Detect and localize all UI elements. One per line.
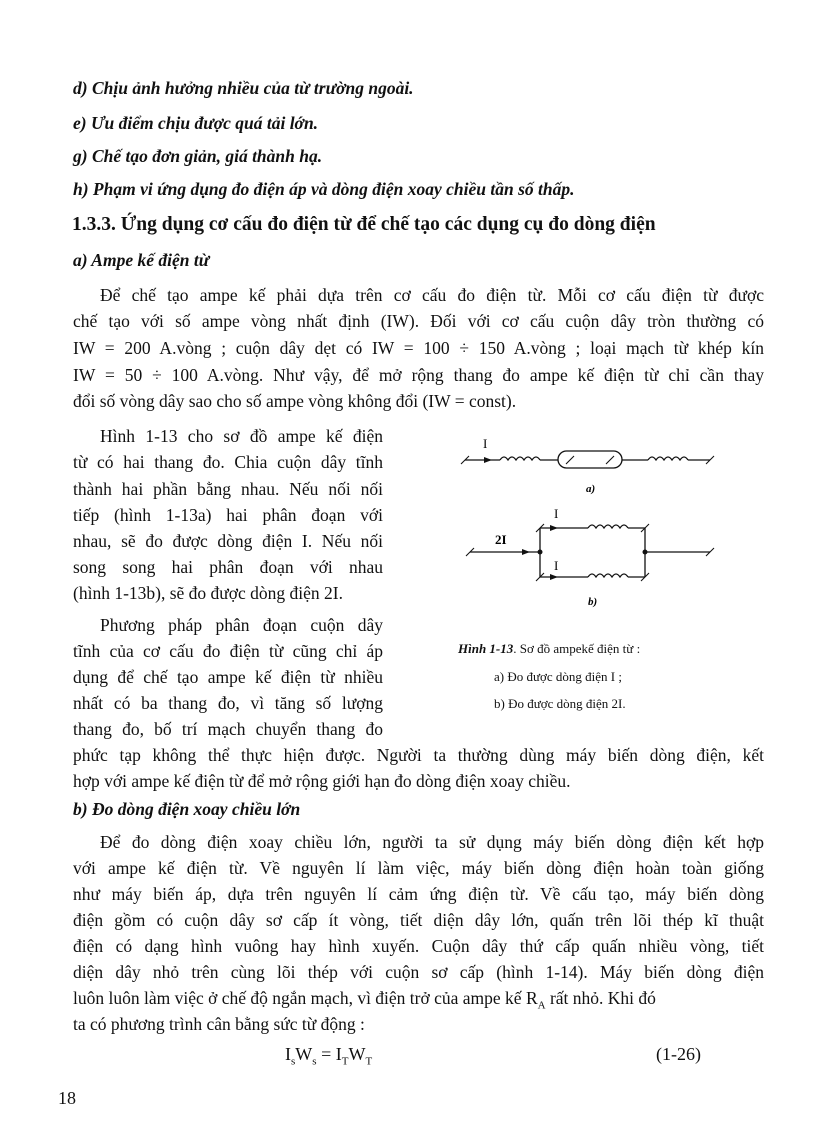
para4-line <box>73 990 656 1012</box>
fig-label-a: a) <box>586 483 596 495</box>
formula-sub-s1: s <box>291 1055 296 1068</box>
para2-line: tiếp (hình 1-13a) hai phân đoạn với <box>73 505 383 525</box>
para2-line: từ có hai thang đo. Chia cuộn dây tĩnh <box>73 452 383 472</box>
fig-label-b: b) <box>588 596 598 608</box>
para4-line7-text: luôn luôn làm việc ở chế độ ngắn mạch, vì điện trở của ampe kế R <box>73 988 538 1008</box>
figure-caption <box>458 641 640 657</box>
figure-caption-title: Hình 1-13 <box>458 641 514 656</box>
figure-caption-text: . Sơ đồ ampekế điện từ : <box>513 641 641 656</box>
fig-label-2I: 2I <box>495 532 507 547</box>
formula-W2: W <box>348 1044 366 1064</box>
page-number: 18 <box>58 1088 76 1108</box>
para1-line: IW = 200 A.vòng ; cuộn dây dẹt có IW = 100 ÷ 150 A.vòng ; loại mạch từ khép kín <box>73 338 764 358</box>
equation-number: (1-26) <box>656 1044 701 1064</box>
para3-line: nhất có ba thang đo, vì tăng số lượng <box>73 693 383 713</box>
section-heading: 1.3.3. Ứng dụng cơ cấu đo điện từ để chế tạo các dụng cụ đo dòng điện <box>72 214 656 235</box>
para1-line: chế tạo với số ampe vòng nhất định (IW). Đối với cơ cấu cuộn dây tròn thường có <box>73 311 764 331</box>
para3-line: dụng để chế tạo ampe kế điện từ nhiều <box>73 667 383 687</box>
para3-line: thang đo, bố trí mạch chuyển thang đo <box>73 719 383 739</box>
para3-line: phức tạp không thể thực hiện được. Người ta thường dùng máy biến dòng điện, kết <box>73 745 764 765</box>
para3-line: tĩnh của cơ cấu đo điện từ cũng chỉ áp <box>73 641 383 661</box>
list-item-h: h) Phạm vi ứng dụng đo điện áp và dòng điện xoay chiều tần số thấp. <box>73 179 575 199</box>
para4-line: với ampe kế điện từ. Về nguyên lí làm việc, máy biến dòng điện hoàn toàn giống <box>73 858 764 878</box>
para2-line: nhau, sẽ đo được dòng điện I. Nếu nối <box>73 531 383 551</box>
subsection-a-heading: a) Ampe kế điện từ <box>73 250 210 270</box>
list-item-d: d) Chịu ảnh hưởng nhiều của từ trường ngoài. <box>73 78 414 98</box>
list-item-g: g) Chế tạo đơn giản, giá thành hạ. <box>73 146 323 166</box>
formula-I1: I <box>285 1044 291 1064</box>
formula-sub-s2: s <box>312 1055 317 1068</box>
para4-line7-sub: A <box>537 999 546 1012</box>
para4-line7-tail: rất nhỏ. Khi đó <box>545 988 656 1008</box>
formula-I2: I <box>335 1044 342 1064</box>
formula-1-26 <box>285 1044 372 1068</box>
fig-label-I-lower: I <box>554 558 559 573</box>
para4-line: diện dây nhỏ trên cùng lõi thép với cuộn sơ cấp (hình 1-14). Máy biến dòng điện <box>73 962 764 982</box>
figure-caption-b: b) Đo được dòng điện 2I. <box>494 696 626 711</box>
para4-line: ta có phương trình cân bằng sức từ động : <box>73 1014 365 1034</box>
fig-label-I-a: I <box>483 436 488 451</box>
para3-line: Phương pháp phân đoạn cuộn dây <box>100 615 383 635</box>
formula-sub-T2: T <box>365 1055 373 1068</box>
fig-label-I-upper: I <box>554 506 559 521</box>
formula-sub-T1: T <box>341 1055 349 1068</box>
figure-1-13-circuit <box>440 430 730 610</box>
para2-line: (hình 1-13b), sẽ đo được dòng điện 2I. <box>73 583 344 603</box>
para3-line: hợp với ampe kế điện từ để mở rộng giới hạn đo dòng điện xoay chiều. <box>73 771 571 791</box>
para1-line: đổi số vòng dây sao cho số ampe vòng không đổi (IW = const). <box>73 391 517 411</box>
para4-line: như máy biến áp, dựa trên nguyên lí cảm ứng điện từ. Về cấu tạo, máy biến dòng <box>73 884 764 904</box>
para1-line: IW = 50 ÷ 100 A.vòng. Như vậy, để mở rộng thang đo ampe kế điện từ chỉ cần thay <box>73 365 764 385</box>
para2-line: song song hai phân đoạn với nhau <box>73 557 383 577</box>
list-item-e: e) Ưu điểm chịu được quá tải lớn. <box>73 113 319 133</box>
formula-equals: = <box>316 1044 336 1064</box>
para1-line: Để chế tạo ampe kế phải dựa trên cơ cấu đo điện từ. Mỗi cơ cấu điện từ được <box>100 285 764 305</box>
para2-line: Hình 1-13 cho sơ đồ ampe kế điện <box>100 426 383 446</box>
para2-line: thành hai phần bằng nhau. Nếu nối nối <box>73 479 383 499</box>
subsection-b-heading: b) Đo dòng điện xoay chiều lớn <box>73 799 301 819</box>
para4-line: điện có dạng hình vuông hay hình xuyến. Cuộn dây thứ cấp quấn nhiều vòng, tiết <box>73 936 764 956</box>
para4-line: điện gồm có cuộn dây sơ cấp ít vòng, tiết diện dây lớn, quấn trên lõi thép kĩ thuật <box>73 910 764 930</box>
para4-line: Để đo dòng điện xoay chiều lớn, người ta sử dụng máy biến dòng điện kết hợp <box>100 832 764 852</box>
formula-W1: W <box>295 1044 313 1064</box>
figure-caption-a: a) Đo được dòng điện I ; <box>494 669 623 684</box>
